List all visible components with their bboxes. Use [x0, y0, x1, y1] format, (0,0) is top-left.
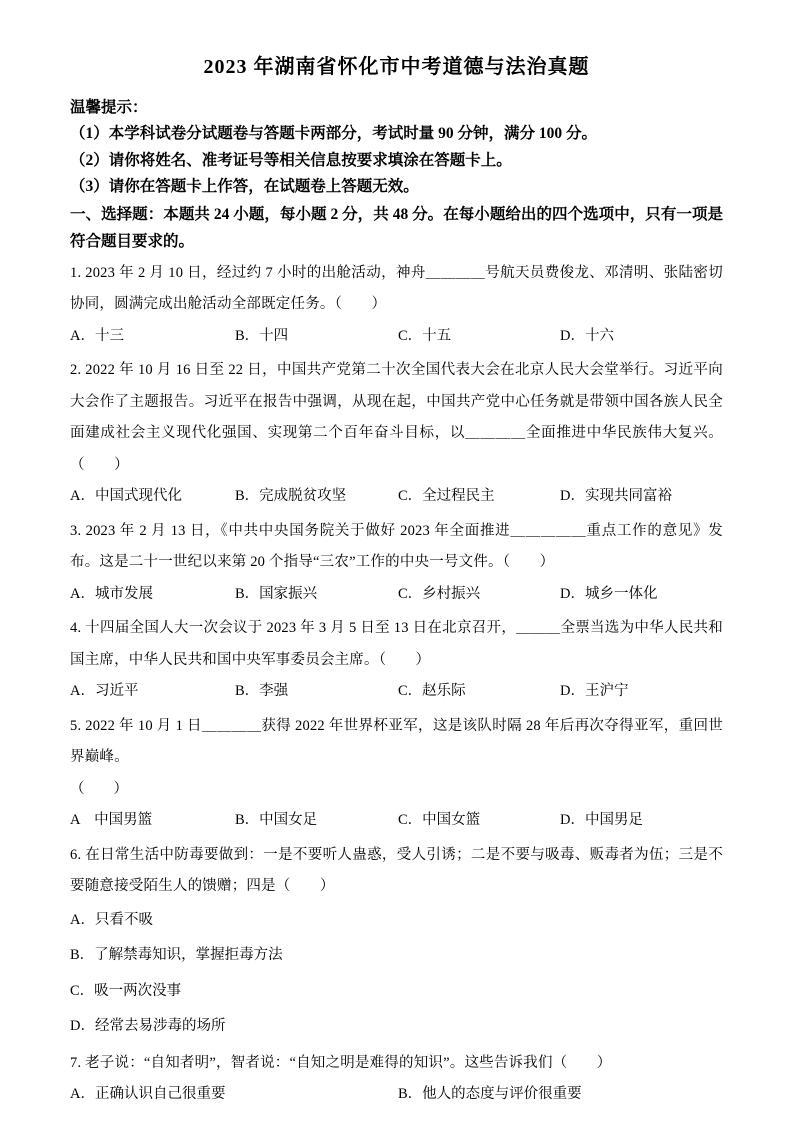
question-1 [70, 258, 723, 353]
question-5 [70, 711, 723, 837]
option-b: B．李强 [235, 683, 289, 699]
question-5-stem: 5. 2022 年 10 月 1 日＿＿＿＿获得 2022 年世界杯亚军，这是该队时隔 28 年后再次夺得亚军，重回世界巅峰。 [70, 717, 723, 765]
option-b: B．完成脱贫攻坚 [235, 488, 347, 504]
notice-item-2: （2）请你将姓名、准考证号等相关信息按要求填涂在答题卡上。 [70, 151, 512, 169]
question-4 [70, 613, 723, 708]
question-2 [70, 355, 723, 513]
question-2-options [70, 481, 723, 513]
option-d: D．城乡一体化 [560, 585, 658, 602]
option-a: A．城市发展 [70, 585, 153, 602]
question-2-stem: 2. 2022 年 10 月 16 日至 22 日，中国共产党第二十次全国代表大会在北京人民大会堂举行。习近平向大会作了主题报告。习近平在报告中强调，从现在起，中国共产党中心任务就是带领中国各族人民全面建成社会主义现代化强国、实现第二个百年奋斗目标，以＿＿＿＿全面推进中华民族伟大复兴。（ ） [70, 362, 723, 473]
question-1-stem: 1. 2023 年 2 月 10 日，经过约 7 小时的出舱活动，神舟＿＿＿＿号航天员费俊龙、邓清明、张陆密切协同，圆满完成出舱活动全部既定任务。（ ） [70, 264, 723, 312]
option-b: B．他人的态度与评价很重要 [398, 1086, 582, 1102]
notice-section [70, 94, 723, 201]
option-d: D．中国男足 [560, 812, 643, 828]
question-6 [70, 840, 723, 1045]
option-c: C．乡村振兴 [398, 585, 481, 602]
option-c: C．中国女篮 [398, 812, 481, 828]
notice-item-1: （1）本学科试卷分试题卷与答题卡两部分，考试时量 90 分钟，满分 100 分。 [70, 125, 598, 142]
question-3 [70, 516, 723, 611]
option-b: B．了解禁毒知识，掌握拒毒方法 [70, 947, 283, 963]
question-6-options [70, 903, 723, 1045]
option-a: A．只看不吸 [70, 911, 153, 928]
option-b: B．中国女足 [235, 812, 318, 828]
option-b: B．十四 [235, 327, 289, 344]
question-7-stem: 7. 老子说：“自知者明”，智者说：“自知之明是难得的知识”。这些告诉我们（ ） [70, 1054, 612, 1071]
question-4-stem: 4. 十四届全国人大一次会议于 2023 年 3 月 5 日至 13 日在北京召开，＿＿＿全票当选为中华人民共和国主席，中华人民共和国中央军事委员会主席。（ ） [70, 620, 723, 668]
question-3-stem: 3. 2023 年 2 月 13 日，《中共中央国务院关于做好 2023 年全面推进＿＿＿＿＿重点工作的意见》发布。这是二十一世纪以来第 20 个指导“三农”工作的中央一号文件。（ ） [70, 522, 723, 570]
option-c: C．十五 [398, 327, 452, 344]
question-4-options [70, 676, 723, 708]
option-a: A．正确认识自己很重要 [70, 1086, 226, 1102]
option-d: D．十六 [560, 327, 614, 344]
option-c: C．全过程民主 [398, 488, 495, 504]
option-a: A．中国式现代化 [70, 488, 182, 504]
notice-heading: 温馨提示： [70, 99, 148, 116]
question-7-options [70, 1079, 723, 1111]
question-6-stem: 6. 在日常生活中防毒要做到：一是不要听人蛊惑，受人引诱；二是不要与吸毒、贩毒者为伍；三是不要随意接受陌生人的馈赠；四是（ ） [70, 846, 723, 894]
question-7 [70, 1048, 723, 1111]
option-d: D．王沪宁 [560, 683, 629, 699]
question-3-options [70, 579, 723, 611]
question-1-options [70, 321, 723, 353]
option-a: A 中国男篮 [70, 812, 153, 828]
question-5-options [70, 805, 723, 837]
option-d: D．实现共同富裕 [560, 488, 672, 504]
page-title: 2023 年湖南省怀化市中考道德与法治真题 [203, 56, 590, 78]
option-b: B．国家振兴 [235, 585, 318, 602]
option-a: A．习近平 [70, 683, 139, 699]
notice-item-3: （3）请你在答题卡上作答，在试题卷上答题无效。 [70, 178, 419, 195]
option-a: A．十三 [70, 327, 124, 344]
option-c: C．赵乐际 [398, 683, 466, 699]
option-d: D．经常去易涉毒的场所 [70, 1018, 226, 1034]
question-5-stem-bracket: （ ） [70, 780, 128, 797]
section-heading: 一、选择题：本题共 24 小题，每小题 2 分，共 48 分。在每小题给出的四个选项中，只有一项是符合题目要求的。 [70, 205, 723, 250]
option-c: C．吸一两次没事 [70, 982, 182, 999]
